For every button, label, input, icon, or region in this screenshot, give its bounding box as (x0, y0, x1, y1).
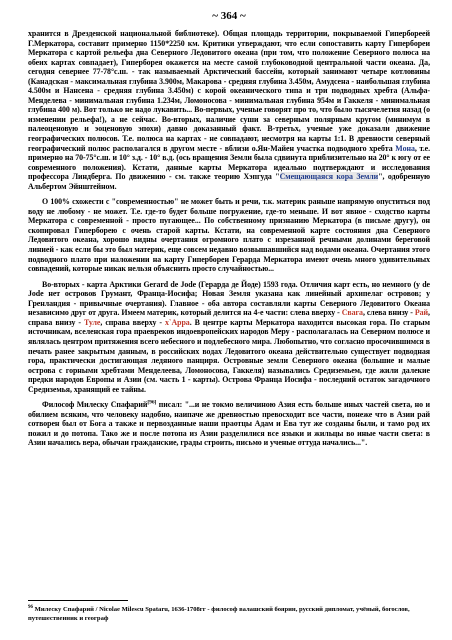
region-hara: х`Арра (165, 317, 190, 327)
body-text (28, 29, 430, 448)
footnote-reference[interactable]: [96] (147, 399, 157, 406)
paragraph-hyperborea-geography (28, 29, 430, 191)
paragraph-spafariy-quote (28, 400, 430, 448)
link-shifting-crust[interactable]: Смещающаяся кора Земли (279, 172, 379, 182)
text-run: Во-вторых - карта Арктики Gerard de Jode (Геpарда де Йоде) 1593 года. Отличия карт есть, но немного (у de Jode нет островов Грумант, Франца-Иосифа; Новая Земля указана как линейный архипелаг островов; у Гренландия - привычные очертания). Главное - оба автора составляли карты Северного Ледовитого Океана независимо друг от друга. (28, 279, 430, 318)
page-number: ~ 364 ~ (212, 10, 246, 22)
text-run: хранится в Дрезденской национальной библиотеке). Общая площадь территории, покрываемой Гипербореей Г.Меркатора, составит примерно 1150*2250 км. Критики утверждают, что если сопоставить карту Гипербореи Меркатора с картой рельефа дна Северного Ледовитого океана (при том, что положение Северного полюса на обеих картах совпадает), Гиперборея окажется на месте самой глубоководной центральной части океана. Да, сегодня севернее 77-78°с.ш. - так называемый Арктический бассейн, который занимают четыре котловины (Канадская - максимальная глубина 3.900м, Макарова - средняя глубина 3.450м, Амудсена - наибольшая глубина 4.500м и Нансена - средняя глубина 3.450м) с корой океанического типа и три подводных хребта (Альфа-Менделева - минимальная глубина 1.234м, Ломоносова - минимальная глубина 954м и Гаккеля - минимальная глубина 400 м). Вот только не надо лукавить... Во-первых, ученые говорят про то, что было тысячелетия назад (о изменении рельефа!), а не сейчас. Во-вторых, наличие суши за северным полярным кругом (минимум в палеоценовую и эоценовую эпохи) давно доказанный факт. В-третьх, ученые уже доказали движение географических полюсов. Т.е. полюса на картах - не совпадают, несмотря на карты 1:1. В древности северный географический полюс располагался в другом месте - вблизи о.Ян-Майен участка подводного хребта (28, 29, 430, 153)
text-run: , справа внизу - (28, 308, 430, 327)
paragraph-similarity: О 100% схожести с "современностью" не может быть и речи, т.к. материк раньше напрямую опуститься под воду не любому - не может. Т.е. где-то будет больше погружение, где-то меньше. И вот явное - сходство карты Меркатора с современной - просто пугающее... По собственному признанию Меркатора (в письме другу), он скопировал Гиперборею с очень старой карты. Кстати, на современной карте состояния дна Северного Ледовитого океана, хорошо видны очертания огромного плато с изрезанной речными долинами береговой линией - как если бы это был материк, еще совсем недавно возвышавшийся над водами океана. Очертания этого подводного плато при наложении на карту Гипербореи Герарда Меркатора имеют очень много удивительных совпадений, которые никак нельзя объяснить просто случайностью... (28, 197, 430, 274)
footnote-divider (28, 600, 128, 601)
text-run: , слева внизу - (362, 308, 415, 318)
text-run: писал: "...и не токмо величиною Азия есть больше иных частей света, но и обилием всяким, что человеку надобно, наипаче же древностью превосходит все части, понеже что в Азии рай сотворен был от Бога а также и первозданные наши праотцы Адам и Ева тут же созданы были, и тамо род их пожил и до потопа. Тако же и после потопа из Азии разделилися все языки и жильцы во иные части света: в Азии начались вера, обычаи гражданские, грады строить, письмо и ученые оттуда начались...". (28, 400, 430, 448)
text-run: Имеем материк, который делится на 4-е части: слева вверху - (121, 308, 342, 318)
highlight-mona: Мона (395, 143, 415, 153)
footnote-number: 96 (28, 605, 33, 610)
text-run: . В центре карты Меркатора находится высокая гора. По старым источникам, вселенская гора праевреков индоевропейских народов Меру - располагалась на Северном полюсе и являлась центром притяжения всего небесного и подлебесного мира. Любопытно, что согласно просочившимся в печать ранее закрытым данным, в российских водах Ледовитого океана действительно существует подводная гора, практически достигающая ледяного панциря. Островные земли Северного океана (большие и малые острова с горными хребтами Менделеева, Ломоносова, Гаккеля) назывались Средиземьем, где жили далекие предки народов Европы и Азии (см. часть 1 - карты). Острова Франца Иосифа - последний остаток загадочного Средиземья, хранящий ее тайны. (28, 317, 430, 394)
region-tule: Туле (84, 317, 101, 327)
text-run: ", одобренную Альбертом Эйнштейном. (28, 172, 430, 191)
region-svaga: Свага (341, 308, 363, 318)
text-run: , т.е. примерно на 70-75°с.ш. и 10° з.д. - 10° в.д. (ось вращения Земли была сдвинута приблизительно на 20° к югу от ее современного положения). Кстати, данные карты Меркатора идеально подтверждают и исследования профессора Линдберга. По движению - см. также теорию Хэпгуда " (28, 143, 430, 182)
paragraph-de-jode-map (28, 280, 430, 395)
region-rai: Рай (414, 308, 429, 318)
text-run: Философ Милеску Спафарий (42, 400, 148, 410)
text-run: , справа вверху - (100, 317, 165, 327)
footnote (28, 604, 428, 623)
footnote-text: Милеску Спафарий / Nicolae Milescu Spataru, 1636-1708гг - философ валашский боярин, русский дипломат, учёный, богослов, путешественник и географ (28, 606, 410, 622)
